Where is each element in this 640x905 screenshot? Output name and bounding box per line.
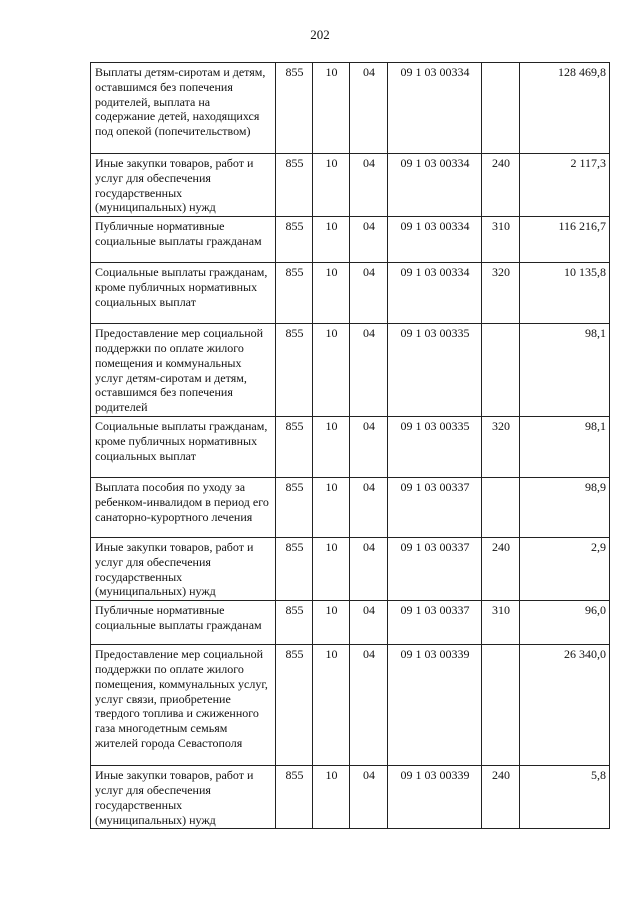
- row-ved: 855: [276, 645, 313, 766]
- row-name: Предоставление мер социальной поддержки по оплате жилого помещения, коммунальных услуг, услуг связи, приобретение твердого топлива и сжиженного газа многодетным семьям жителей города Севастополя: [91, 645, 276, 766]
- table-row: [91, 537, 610, 600]
- row-expense-type: 320: [482, 263, 520, 324]
- row-subsection: 04: [350, 324, 388, 417]
- table-row: [91, 154, 610, 217]
- table-row: [91, 263, 610, 324]
- row-subsection: 04: [350, 537, 388, 600]
- row-ved: 855: [276, 324, 313, 417]
- row-amount: 5,8: [520, 766, 610, 829]
- row-subsection: 04: [350, 217, 388, 263]
- row-section: 10: [313, 537, 350, 600]
- row-name: Иные закупки товаров, работ и услуг для обеспечения государственных (муниципальных) нужд: [91, 154, 276, 217]
- row-expense-type: [482, 477, 520, 537]
- row-amount: 10 135,8: [520, 263, 610, 324]
- row-expense-type: 240: [482, 766, 520, 829]
- row-subsection: 04: [350, 766, 388, 829]
- row-expense-type: 240: [482, 154, 520, 217]
- table-row: [91, 645, 610, 766]
- row-target-code: 09 1 03 00339: [388, 645, 482, 766]
- page-number: 202: [310, 27, 330, 42]
- row-section: 10: [313, 645, 350, 766]
- table-row: [91, 217, 610, 263]
- row-name: Выплаты детям-сиротам и детям, оставшимся без попечения родителей, выплата на содержание детей, находящихся под опекой (попечительством): [91, 63, 276, 154]
- row-target-code: 09 1 03 00335: [388, 416, 482, 477]
- row-amount: 98,1: [520, 324, 610, 417]
- row-section: 10: [313, 263, 350, 324]
- table-row: [91, 477, 610, 537]
- row-amount: 2,9: [520, 537, 610, 600]
- table-row: [91, 416, 610, 477]
- row-section: 10: [313, 63, 350, 154]
- row-target-code: 09 1 03 00334: [388, 154, 482, 217]
- row-target-code: 09 1 03 00337: [388, 537, 482, 600]
- row-amount: 116 216,7: [520, 217, 610, 263]
- row-amount: 26 340,0: [520, 645, 610, 766]
- row-target-code: 09 1 03 00334: [388, 217, 482, 263]
- row-expense-type: 320: [482, 416, 520, 477]
- row-name: Иные закупки товаров, работ и услуг для обеспечения государственных (муниципальных) нужд: [91, 766, 276, 829]
- row-amount: 128 469,8: [520, 63, 610, 154]
- row-target-code: 09 1 03 00339: [388, 766, 482, 829]
- row-amount: 2 117,3: [520, 154, 610, 217]
- budget-table: [90, 62, 610, 829]
- row-section: 10: [313, 416, 350, 477]
- row-expense-type: [482, 63, 520, 154]
- row-expense-type: [482, 324, 520, 417]
- table-row: [91, 766, 610, 829]
- row-expense-type: 240: [482, 537, 520, 600]
- row-section: 10: [313, 154, 350, 217]
- row-subsection: 04: [350, 63, 388, 154]
- row-target-code: 09 1 03 00337: [388, 477, 482, 537]
- row-ved: 855: [276, 154, 313, 217]
- row-name: Публичные нормативные социальные выплаты гражданам: [91, 217, 276, 263]
- table-row: [91, 63, 610, 154]
- row-target-code: 09 1 03 00335: [388, 324, 482, 417]
- row-section: 10: [313, 601, 350, 645]
- row-ved: 855: [276, 601, 313, 645]
- row-subsection: 04: [350, 154, 388, 217]
- row-ved: 855: [276, 537, 313, 600]
- row-target-code: 09 1 03 00334: [388, 263, 482, 324]
- row-amount: 98,1: [520, 416, 610, 477]
- row-subsection: 04: [350, 601, 388, 645]
- row-subsection: 04: [350, 645, 388, 766]
- row-expense-type: 310: [482, 217, 520, 263]
- row-name: Выплата пособия по уходу за ребенком-инвалидом в период его санаторно-курортного лечения: [91, 477, 276, 537]
- row-section: 10: [313, 324, 350, 417]
- row-ved: 855: [276, 63, 313, 154]
- row-ved: 855: [276, 263, 313, 324]
- row-expense-type: [482, 645, 520, 766]
- row-name: Иные закупки товаров, работ и услуг для обеспечения государственных (муниципальных) нужд: [91, 537, 276, 600]
- row-section: 10: [313, 477, 350, 537]
- row-ved: 855: [276, 416, 313, 477]
- row-name: Социальные выплаты гражданам, кроме публичных нормативных социальных выплат: [91, 263, 276, 324]
- row-section: 10: [313, 766, 350, 829]
- table-row: [91, 324, 610, 417]
- row-name: Социальные выплаты гражданам, кроме публичных нормативных социальных выплат: [91, 416, 276, 477]
- row-subsection: 04: [350, 263, 388, 324]
- row-subsection: 04: [350, 416, 388, 477]
- row-amount: 98,9: [520, 477, 610, 537]
- row-expense-type: 310: [482, 601, 520, 645]
- table-row: [91, 601, 610, 645]
- row-amount: 96,0: [520, 601, 610, 645]
- row-section: 10: [313, 217, 350, 263]
- row-name: Предоставление мер социальной поддержки по оплате жилого помещения и коммунальных услуг детям-сиротам и детям, оставшимся без попечения родителей: [91, 324, 276, 417]
- row-target-code: 09 1 03 00337: [388, 601, 482, 645]
- row-subsection: 04: [350, 477, 388, 537]
- row-ved: 855: [276, 766, 313, 829]
- row-name: Публичные нормативные социальные выплаты гражданам: [91, 601, 276, 645]
- row-ved: 855: [276, 477, 313, 537]
- row-target-code: 09 1 03 00334: [388, 63, 482, 154]
- row-ved: 855: [276, 217, 313, 263]
